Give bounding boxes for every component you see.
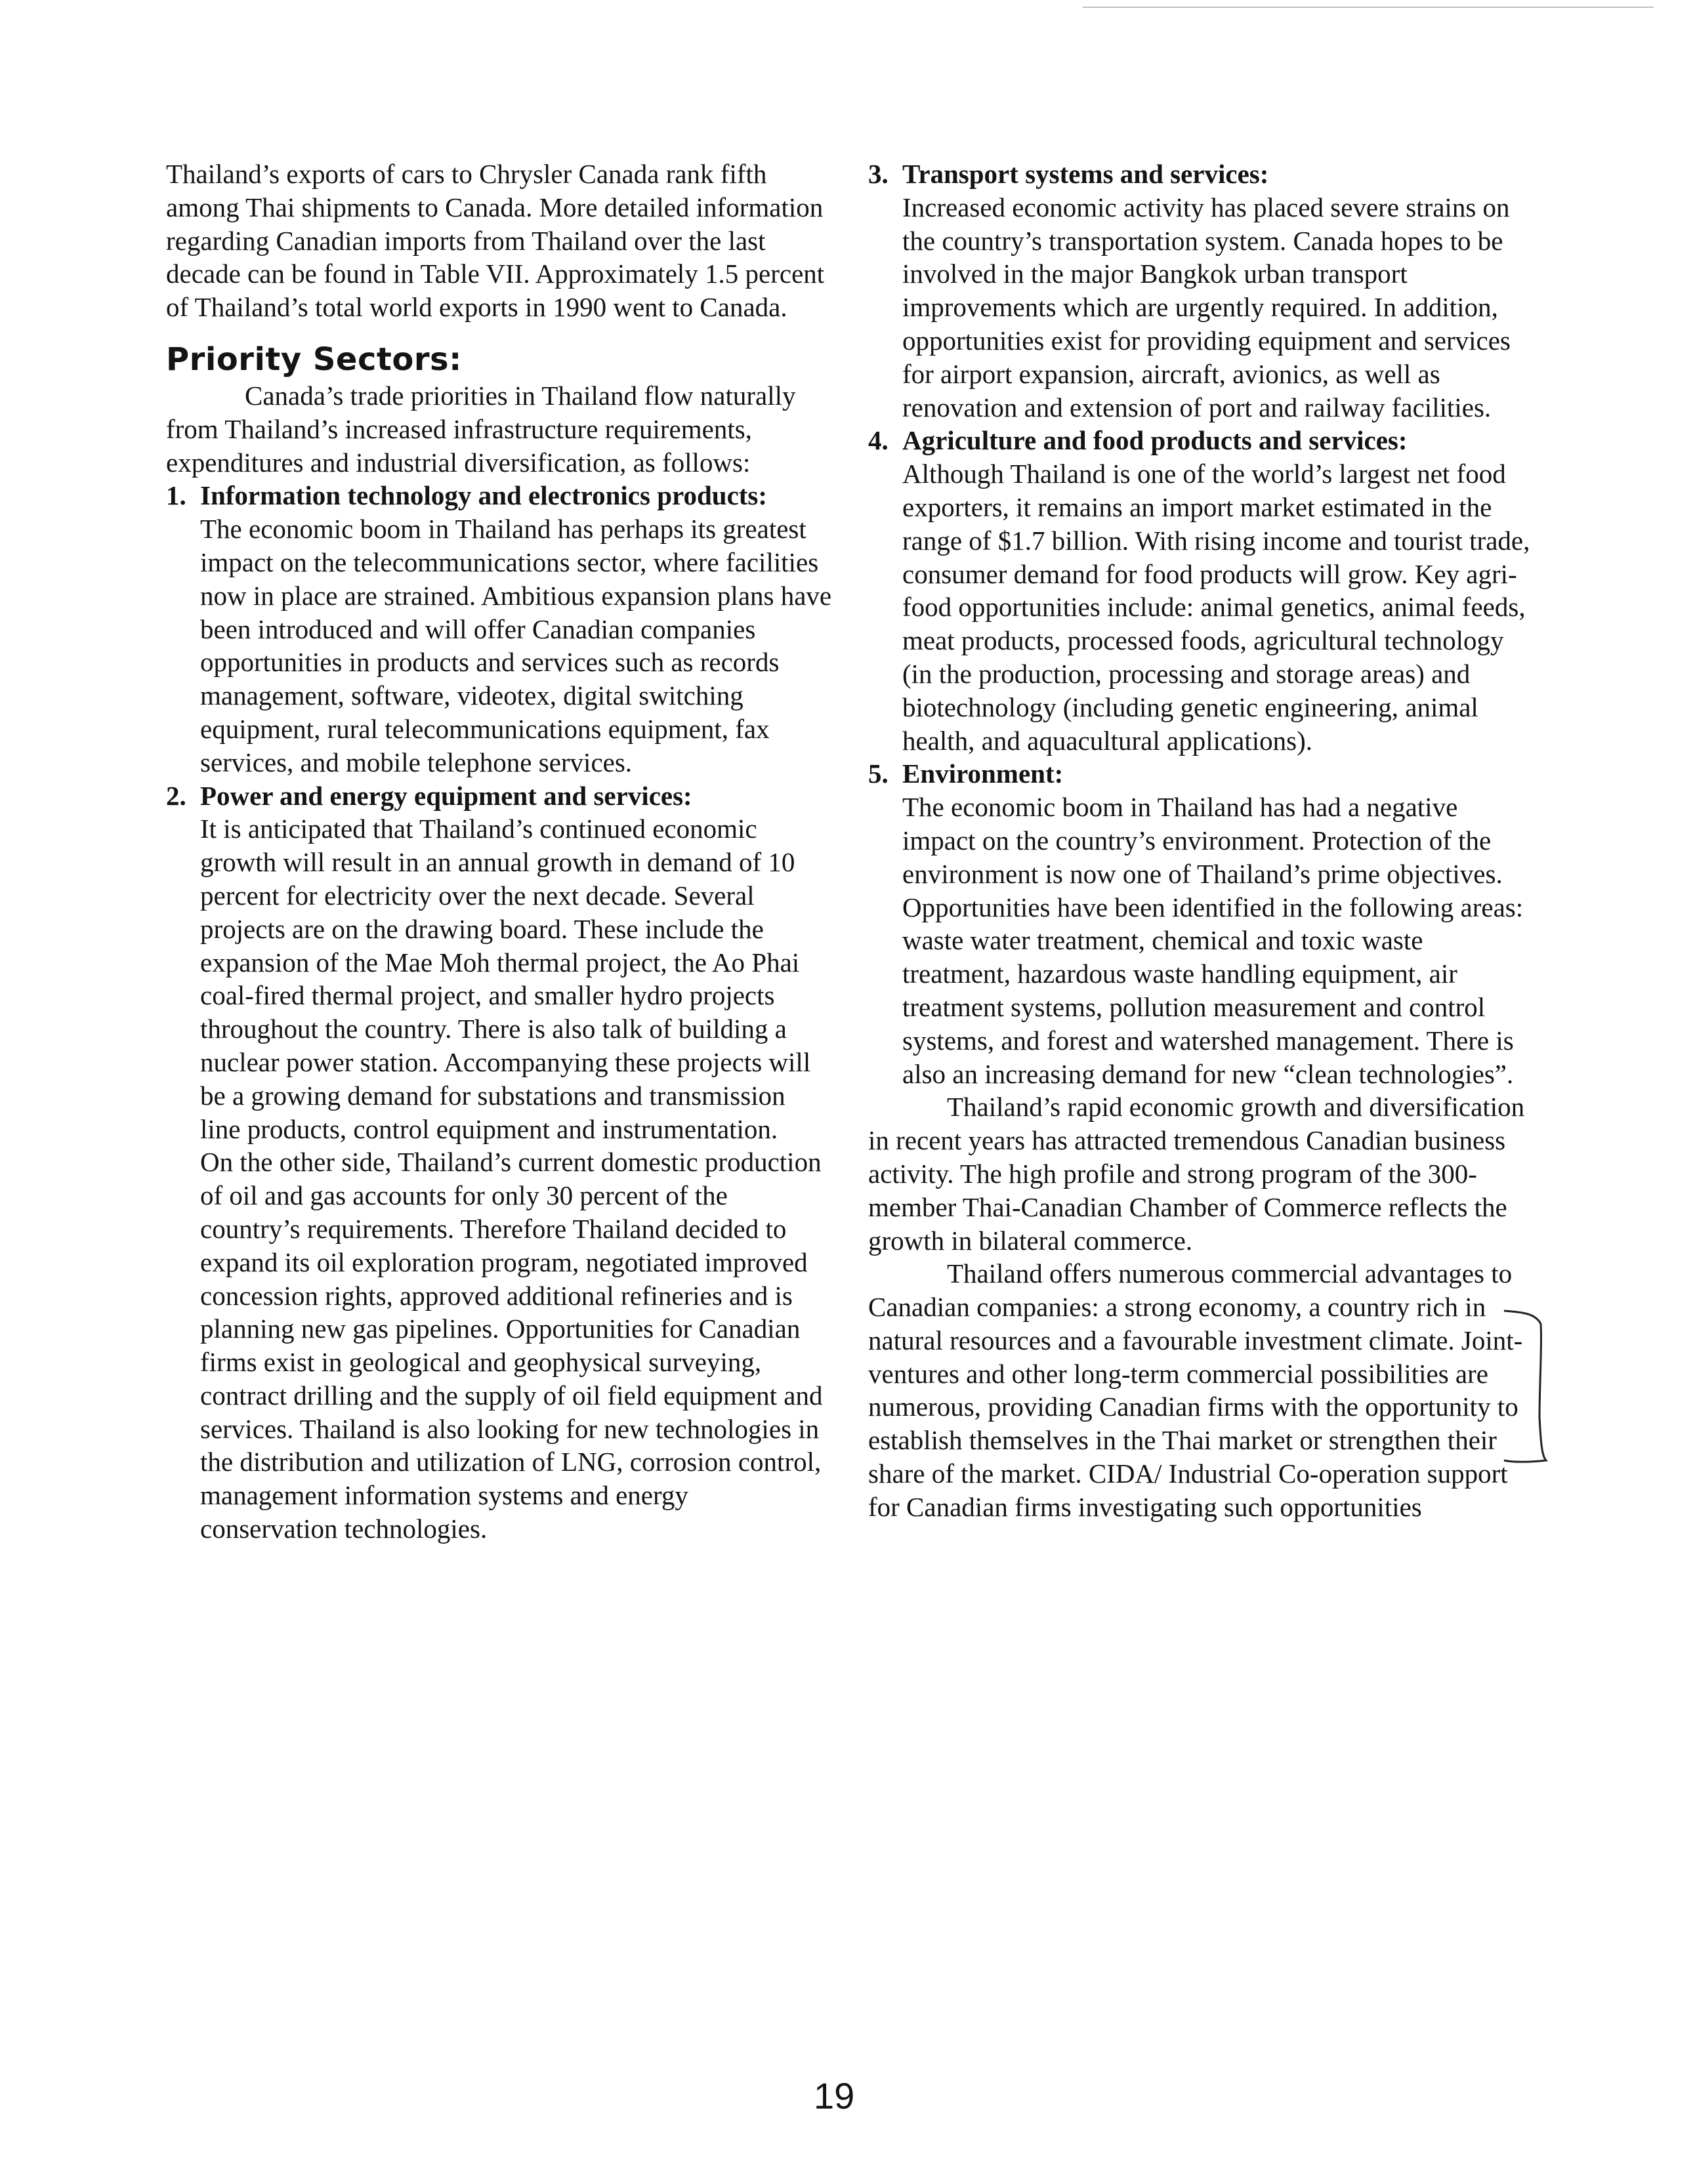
priority-item-title: Transport systems and services: (902, 159, 1269, 189)
priority-item-number: 5. (868, 758, 889, 789)
lead-paragraph: Canada’s trade priorities in Thailand flow naturally from Thailand’s increased infrastructure requirements, expenditures and industrial diversification, as follows: (166, 380, 796, 478)
priority-item (868, 757, 1534, 1090)
intro-paragraph: Thailand’s exports of cars to Chrysler Canada rank fifth among Thai shipments to Canada. More detailed information regarding Canadian imports from Thailand over the last decade can be found in Table VII. Approximately 1.5 percent of Thailand’s total world exports in 1990 went to Canada. (166, 159, 825, 323)
priority-item-body (200, 812, 832, 1546)
priority-item-paragraph: Increased economic activity has placed severe strains on the country’s transportation system. Canada hopes to be involved in the major Bangkok urban transport improvements which are urgently required. In addition, opportunities exist for providing equipment and services for airport expansion, aircraft, avionics, as well as renovation and extension of port and railway facilities. (902, 192, 1511, 422)
priority-item-paragraph: The economic boom in Thailand has had a negative impact on the country’s environment. Protection of the environment is now one of Thailand’s prime objectives. Opportunities have been identified in the following areas: waste water treatment, chemical and toxic waste treatment, hazardous waste handling equipment, air treatment systems, pollution measurement and control systems, and forest and watershed management. There is also an increasing demand for new “clean technologies”. (902, 792, 1524, 1089)
priority-list-left (166, 479, 832, 1546)
priority-item-body (902, 791, 1534, 1090)
priority-item (166, 779, 832, 1546)
priority-item-title: Information technology and electronics products: (200, 480, 768, 511)
priority-item-number: 2. (166, 780, 186, 811)
priority-item-body (902, 457, 1534, 757)
margin-bracket-mark (1503, 1306, 1555, 1476)
priority-item-title: Environment: (902, 758, 1064, 789)
growth-paragraph: Thailand’s rapid economic growth and diversification in recent years has attracted tremendous Canadian business activity. The high profile and strong program of the 300-member Thai-Canadian Chamber of Commerce reflects the growth in bilateral commerce. (868, 1092, 1525, 1256)
priority-item-heading (166, 779, 832, 813)
priority-item-heading (166, 479, 832, 512)
priority-item-body (902, 191, 1534, 424)
priority-item-heading (868, 157, 1534, 191)
priority-item-title: Agriculture and food products and services: (902, 425, 1408, 456)
priority-item-heading (868, 424, 1534, 457)
page-number: 19 (814, 2075, 855, 2116)
priority-item-number: 1. (166, 480, 186, 511)
priority-item-paragraph: On the other side, Thailand’s current domestic production of oil and gas accounts for only 30 percent of the country’s requirements. Therefore Thailand decided to expand its oil exploration program, negotiated improved concession rights, approved additional refineries and is planning new gas pipelines. Opportunities for Canadian firms exist in geological and geophysical surveying, contract drilling and the supply of oil field equipment and services. Thailand is also looking for new technologies in the distribution and utilization of LNG, corrosion control, management information systems and energy conservation technologies. (200, 1147, 823, 1544)
left-column (166, 157, 832, 1546)
right-column (868, 157, 1534, 1524)
priority-item (868, 424, 1534, 757)
priority-item-title: Power and energy equipment and services: (200, 780, 692, 811)
priority-item-heading (868, 757, 1534, 791)
priority-item-number: 4. (868, 425, 889, 456)
priority-item-paragraph: It is anticipated that Thailand’s continued economic growth will result in an annual growth in demand of 10 percent for electricity over the next decade. Several projects are on the drawing board. These include the expansion of the Mae Moh thermal project, the Ao Phai coal-fired thermal project, and smaller hydro projects throughout the country. There is also talk of building a nuclear power station. Accompanying these projects will be a growing demand for substations and transmission line products, control equipment and instrumentation. (200, 814, 811, 1144)
priority-item (166, 479, 832, 779)
priority-item-number: 3. (868, 159, 889, 189)
priority-item (868, 157, 1534, 424)
priority-item-paragraph: The economic boom in Thailand has perhaps its greatest impact on the telecommunications sector, where facilities now in place are strained. Ambitious expansion plans have been introduced and will offer Canadian companies opportunities in products and services such as records management, software, videotex, digital switching equipment, rural telecommunications equipment, fax services, and mobile telephone services. (200, 514, 832, 777)
priority-item-paragraph: Although Thailand is one of the world’s largest net food exporters, it remains an import market estimated in the range of $1.7 billion. With rising income and tourist trade, consumer demand for food products will grow. Key agri-food opportunities include: animal genetics, animal feeds, meat products, processed foods, agricultural technology (in the production, processing and storage areas) and biotechnology (including genetic engineering, animal health, and aquacultural applications). (902, 459, 1530, 756)
top-edge-rule (1083, 7, 1654, 8)
priority-list-right (868, 157, 1534, 1090)
section-heading: Priority Sectors: (166, 340, 462, 378)
advantages-paragraph: Thailand offers numerous commercial advantages to Canadian companies: a strong economy, a country rich in natural resources and a favourable investment climate. Joint-ventures and other long-term commercial possibilities are numerous, providing Canadian firms with the opportunity to establish themselves in the Thai market or strengthen their share of the market. CIDA/ Industrial Co-operation support for Canadian firms investigating such opportunities (868, 1258, 1523, 1522)
priority-item-body (200, 512, 832, 779)
